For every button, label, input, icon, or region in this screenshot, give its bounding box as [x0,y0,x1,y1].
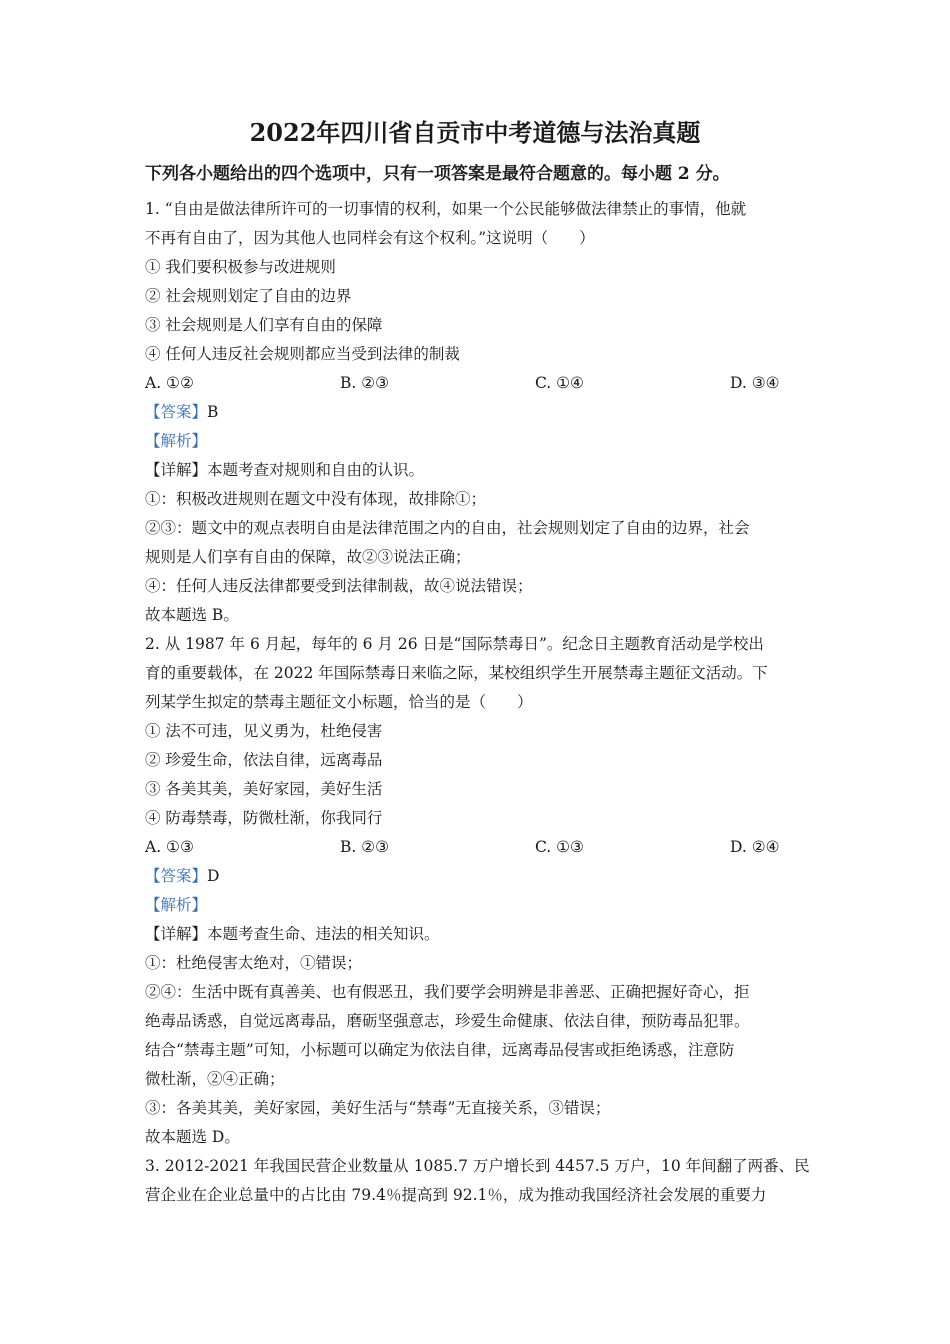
option-c: C. ①④ [535,374,584,392]
option-d: D. ②④ [730,838,780,856]
question-stem-line: 3. 2012-2021 年我国民营企业数量从 1085.7 万户增长到 4457.5 万户，10 年间翻了两番、民 [145,1157,810,1175]
detail-text: ③：各美其美，美好家园，美好生活与“禁毒”无直接关系，③错误； [145,1099,611,1117]
detail-label: 【详解】 [145,925,208,943]
detail-line [145,456,810,485]
question-stem-line: 1. “自由是做法律所许可的一切事情的权利，如果一个公民能够做法律禁止的事情，他就 [145,200,747,218]
detail-text: 故本题选 B。 [145,606,239,624]
detail-text: 本题考查生命、违法的相关知识。 [207,925,440,943]
statement: ② 社会规则划定了自由的边界 [145,287,352,305]
detail-text: 规则是人们享有自由的保障，故②③说法正确； [145,548,471,566]
detail-text: ④：任何人违反法律都要受到法律制裁，故④说法错误； [145,577,533,595]
detail-text: ①：杜绝侵害太绝对，①错误； [145,954,363,972]
question-stem-line: 育的重要载体，在 2022 年国际禁毒日来临之际，某校组织学生开展禁毒主题征文活动。下 [145,664,768,682]
detail-text: ①：积极改进规则在题文中没有体现，故排除①； [145,490,487,508]
answer-label: 【答案】 [145,403,208,421]
analysis-label: 【解析】 [145,432,208,450]
answer-line [145,398,810,427]
answer-options [145,833,810,862]
statement: ④ 防毒禁毒，防微杜渐，你我同行 [145,809,383,827]
detail-text: ②③：题文中的观点表明自由是法律范围之内的自由，社会规则划定了自由的边界，社会 [145,519,750,537]
question-stem-line: 营企业在企业总量中的占比由 79.4％提高到 92.1％，成为推动我国经济社会发展的重要力 [145,1186,767,1204]
statement: ② 珍爱生命，依法自律，远离毒品 [145,751,383,769]
statement: ① 我们要积极参与改进规则 [145,258,336,276]
question-3 [145,1152,810,1210]
question-1 [145,195,810,630]
statement: ④ 任何人违反社会规则都应当受到法律的制裁 [145,345,460,363]
option-b: B. ②③ [340,374,390,392]
statement: ③ 各美其美，美好家园，美好生活 [145,780,383,798]
option-c: C. ①③ [535,838,584,856]
question-stem-line: 2. 从 1987 年 6 月起，每年的 6 月 26 日是“国际禁毒日”。纪念日主题教育活动是学校出 [145,635,764,653]
detail-text: 故本题选 D。 [145,1128,240,1146]
statement: ③ 社会规则是人们享有自由的保障 [145,316,383,334]
questions-content [145,195,810,1210]
detail-line [145,920,810,949]
option-a: A. ①② [145,374,194,392]
answer-line [145,862,810,891]
statement: ① 法不可违，见义勇为，杜绝侵害 [145,722,383,740]
analysis-label: 【解析】 [145,896,208,914]
section-instruction: 下列各小题给出的四个选项中，只有一项答案是最符合题意的。每小题 2 分。 [145,164,730,184]
page-title: 2022年四川省自贡市中考道德与法治真题 [249,118,701,147]
detail-label: 【详解】 [145,461,208,479]
detail-text: 结合“禁毒主题”可知，小标题可以确定为依法自律，远离毒品侵害或拒绝诱惑，注意防 [145,1041,735,1059]
option-d: D. ③④ [730,374,780,392]
detail-text: 微杜渐，②④正确； [145,1070,285,1088]
question-stem-line: 列某学生拟定的禁毒主题征文小标题，恰当的是（ ） [145,693,533,711]
option-b: B. ②③ [340,838,390,856]
answer-options [145,369,810,398]
question-2 [145,630,810,1152]
answer-value: B [207,403,219,421]
detail-text: 绝毒品诱惑，自觉远离毒品，磨砺坚强意志，珍爱生命健康、依法自律，预防毒品犯罪。 [145,1012,750,1030]
answer-label: 【答案】 [145,867,208,885]
detail-text: ②④：生活中既有真善美、也有假恶丑，我们要学会明辨是非善恶、正确把握好奇心，拒 [145,983,750,1001]
answer-value: D [207,867,220,885]
option-a: A. ①③ [145,838,194,856]
detail-text: 本题考查对规则和自由的认识。 [207,461,425,479]
question-stem-line: 不再有自由了，因为其他人也同样会有这个权利。”这说明（ ） [145,229,595,247]
